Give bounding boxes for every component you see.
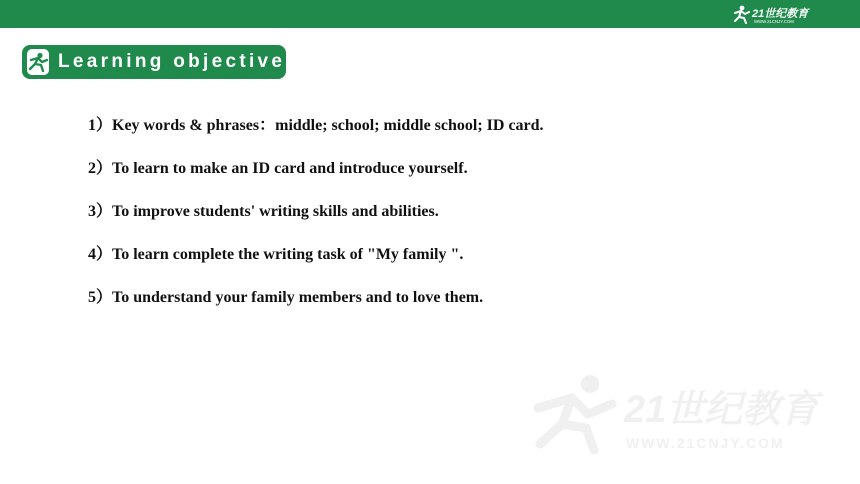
section-title: Learning objectives <box>58 51 300 72</box>
watermark-logo <box>528 372 828 454</box>
objectives-list <box>88 116 544 331</box>
objective-item: 3）To improve students' writing skills and abilities. <box>88 203 439 220</box>
section-title-badge <box>22 45 300 79</box>
runner-logo-icon <box>732 4 812 24</box>
brand-logo <box>732 4 812 24</box>
runner-icon <box>27 49 49 75</box>
top-bar <box>0 0 860 28</box>
watermark-subtext: WWW.21CNJY.COM <box>626 435 785 451</box>
objective-item: 5）To understand your family members and to love them. <box>88 289 484 306</box>
objective-item: 1）Key words & phrases：middle; school; middle school; ID card. <box>88 117 544 134</box>
objective-item: 2）To learn to make an ID card and introduce yourself. <box>88 160 468 177</box>
logo-text: 21世纪教育 <box>752 8 809 20</box>
logo-subtext: WWW.21CNJY.COM <box>754 19 794 24</box>
objective-item: 4）To learn complete the writing task of "My family ". <box>88 246 464 263</box>
watermark-text: 21世纪教育 <box>624 389 819 431</box>
